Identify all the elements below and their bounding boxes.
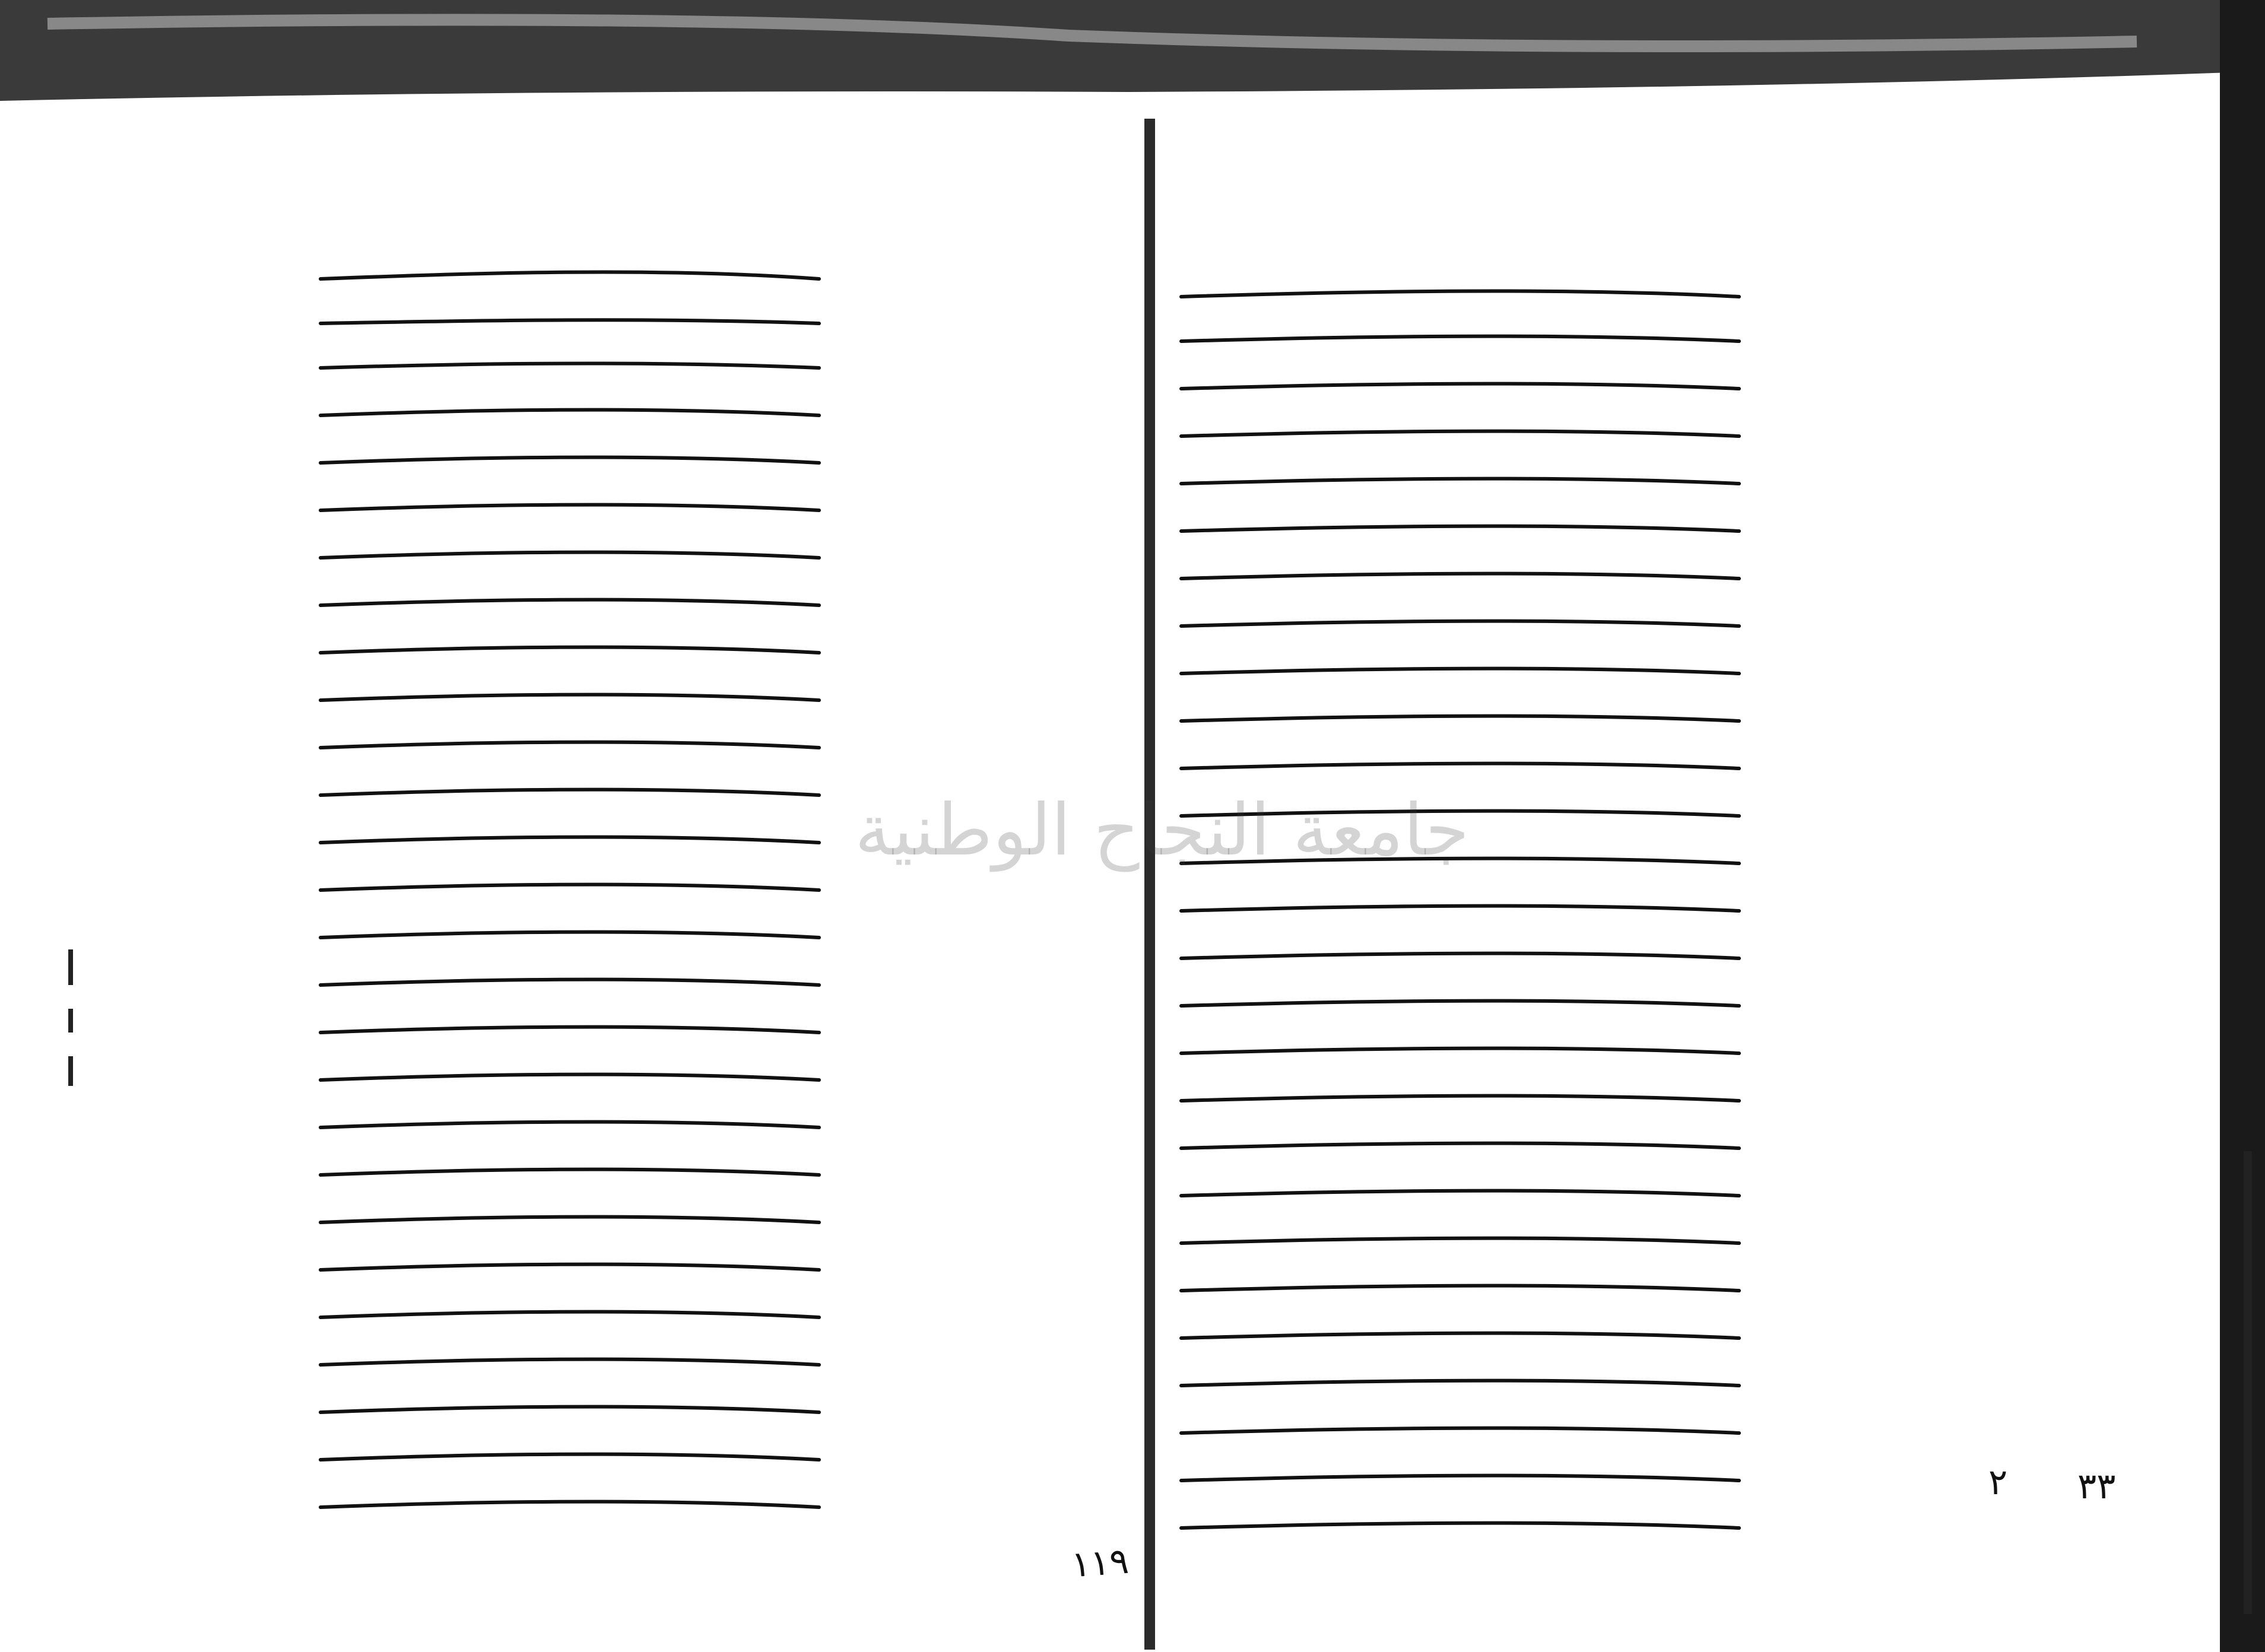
right-edge-dark [2220, 0, 2265, 1652]
gutter-line [1144, 119, 1155, 1650]
right-page-number-secondary: ٢ [1988, 1462, 2008, 1503]
right-page-number: ٣٣ [2077, 1466, 2116, 1507]
watermark-stamp: جامعة النجاح الوطنية [855, 789, 1470, 872]
left-page-number: ١١٩ [1070, 1540, 1131, 1586]
